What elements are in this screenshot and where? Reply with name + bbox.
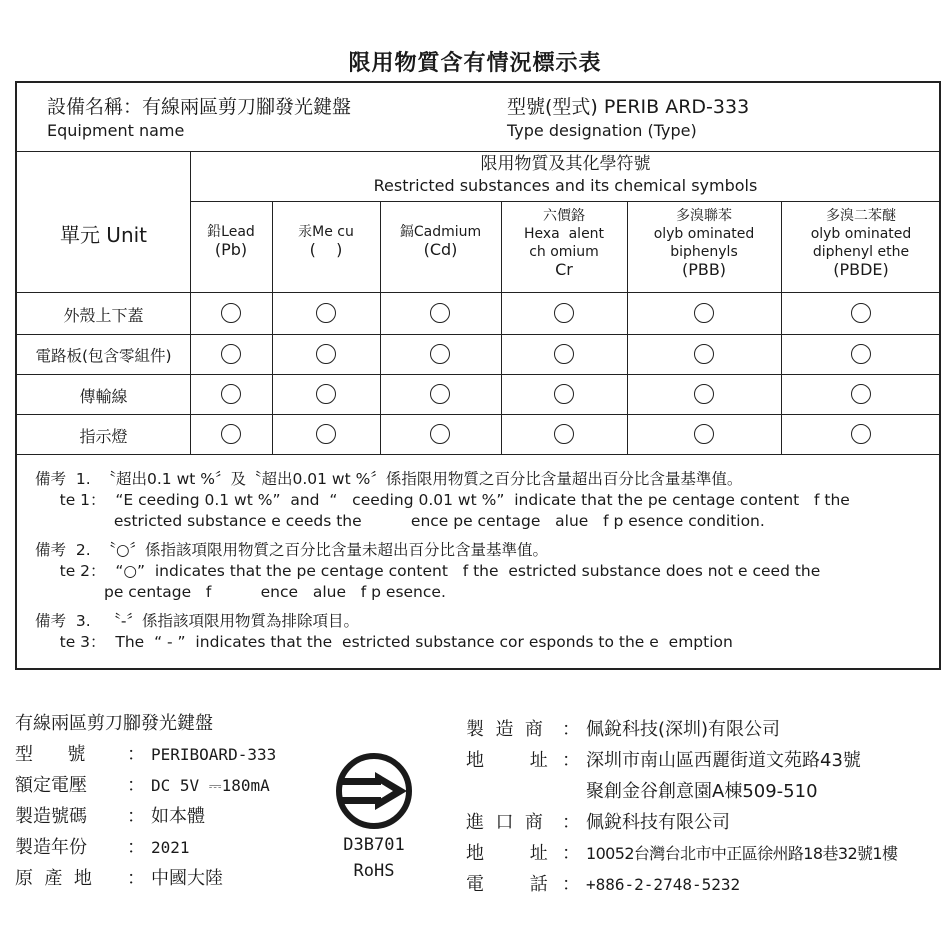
field-label: 電 話	[466, 874, 548, 895]
substance-name-en: olyb ominated	[653, 226, 755, 242]
certification-code: D3B701	[343, 835, 405, 855]
compliance-circle-icon	[316, 344, 336, 364]
compliance-circle-icon	[694, 303, 714, 323]
field-value: 如本體	[151, 806, 205, 827]
compliance-circle-icon	[221, 303, 241, 323]
substance-name: 多溴二苯醚	[826, 208, 896, 224]
compliance-circle-icon	[316, 384, 336, 404]
field-label: 進 口 商	[466, 812, 543, 833]
compliance-circle-icon	[851, 424, 871, 444]
field-value: PERIBOARD-333	[151, 745, 277, 764]
company-info	[466, 714, 897, 900]
substance-header	[627, 207, 781, 279]
field-colon: ：	[562, 843, 580, 864]
substance-name-en: ch omium	[529, 244, 599, 260]
substance-name: 六價鉻	[543, 208, 585, 224]
product-field	[15, 801, 276, 832]
substance-symbol: Cr	[555, 260, 573, 279]
compliance-circle-icon	[316, 424, 336, 444]
substance-name-en: biphenyls	[670, 244, 738, 260]
field-label: 製 造 商	[466, 719, 543, 740]
note-text: 備考 3. 〝-〞係指該項限用物質為排除項目。	[35, 612, 360, 630]
type-designation-sub: Type designation (Type)	[507, 121, 697, 140]
field-value: 佩銳科技(深圳)有限公司	[586, 719, 781, 740]
compliance-circle-icon	[430, 424, 450, 444]
compliance-circle-icon	[430, 384, 450, 404]
field-value: 中國大陸	[151, 868, 223, 889]
table-row-label: 傳輸線	[79, 387, 128, 406]
field-label: 額定電壓	[15, 775, 87, 796]
product-field	[15, 832, 276, 863]
compliance-circle-icon	[554, 303, 574, 323]
type-designation	[507, 95, 749, 143]
compliance-circle-icon	[694, 424, 714, 444]
table-divider	[17, 454, 941, 455]
table-divider	[17, 374, 941, 375]
compliance-circle-icon	[221, 384, 241, 404]
substance-name-en: diphenyl ethe	[812, 244, 910, 260]
rohs-label: RoHS	[353, 861, 395, 881]
table-row-label: 指示燈	[79, 427, 128, 446]
restricted-title: 限用物質及其化學符號	[480, 154, 651, 174]
company-field	[466, 807, 897, 838]
table-divider	[17, 292, 941, 293]
table-divider	[17, 414, 941, 415]
field-label: 製造年份	[15, 837, 87, 858]
product-field	[15, 770, 276, 801]
note-text: 備考 2. 〝○〞係指該項限用物質之百分比含量未超出百分比含量基準值。	[35, 541, 549, 559]
table-row-label: 電路板(包含零組件)	[35, 347, 172, 365]
compliance-circle-icon	[694, 384, 714, 404]
field-colon: ：	[127, 868, 145, 889]
field-colon: ：	[127, 744, 145, 765]
company-field	[466, 869, 897, 900]
equipment-name-label: 設備名稱：有線兩區剪刀腳發光鍵盤	[47, 96, 352, 118]
page-title: 限用物質含有情況標示表	[348, 51, 602, 76]
substance-header	[272, 223, 380, 259]
compliance-circle-icon	[851, 303, 871, 323]
note-2	[35, 540, 935, 603]
note-3	[35, 611, 935, 653]
field-colon: ：	[127, 775, 145, 796]
compliance-circle-icon	[851, 344, 871, 364]
field-colon: ：	[562, 750, 580, 771]
field-value: 2021	[151, 838, 190, 857]
equipment-name	[47, 95, 351, 143]
note-text: estricted substance e ceeds the ence pe centage alue f p esence condition.	[35, 512, 765, 530]
note-text: te 3： The “ - ” indicates that the estricted substance cor esponds to the e emption	[35, 633, 733, 651]
company-field	[466, 776, 897, 807]
substance-header	[501, 207, 627, 279]
compliance-circle-icon	[221, 344, 241, 364]
substance-name-en: Hexa alent	[523, 226, 605, 242]
company-field	[466, 714, 897, 745]
note-text: te 1： “E ceeding 0.1 wt %” and “ ceeding 0.01 wt %” indicate that the pe centage content f the	[35, 491, 850, 509]
company-field	[466, 838, 897, 869]
substance-header	[380, 223, 501, 259]
substance-name-en: olyb ominated	[810, 226, 912, 242]
product-info	[15, 708, 276, 894]
field-value: 佩銳科技有限公司	[586, 812, 730, 833]
product-name: 有線兩區剪刀腳發光鍵盤	[15, 713, 213, 734]
substance-symbol: (PBB)	[681, 260, 727, 279]
field-value: 深圳市南山區西麗街道文苑路43號	[586, 750, 861, 771]
equipment-name-sub: Equipment name	[47, 121, 185, 140]
substance-symbol: (Pb)	[214, 240, 248, 259]
compliance-circle-icon	[430, 303, 450, 323]
field-value: 聚創金谷創意園A棟509-510	[586, 781, 818, 802]
field-colon: ：	[127, 806, 145, 827]
notes	[35, 469, 935, 661]
compliance-circle-icon	[694, 344, 714, 364]
compliance-circle-icon	[316, 303, 336, 323]
bsmi-mark-icon	[335, 752, 413, 830]
field-label: 地 址	[466, 750, 548, 771]
field-label: 原 產 地	[15, 868, 92, 889]
compliance-circle-icon	[554, 424, 574, 444]
certification-mark	[330, 752, 418, 882]
restricted-subtitle: Restricted substances and its chemical symbols	[373, 176, 758, 195]
substance-header	[190, 223, 272, 259]
field-value: DC 5V ⎓180mA	[151, 776, 270, 795]
note-1	[35, 469, 935, 532]
product-field	[15, 863, 276, 894]
table-divider	[190, 201, 941, 202]
field-label	[466, 776, 562, 807]
field-colon: ：	[562, 874, 580, 895]
table-divider	[17, 334, 941, 335]
field-colon: ：	[127, 837, 145, 858]
table-divider	[17, 151, 941, 152]
compliance-circle-icon	[554, 384, 574, 404]
substance-name: 汞Me cu	[298, 224, 354, 240]
compliance-circle-icon	[851, 384, 871, 404]
field-colon: ：	[562, 812, 580, 833]
field-colon	[562, 776, 586, 807]
substance-symbol: (Cd)	[423, 240, 458, 259]
field-value: 10052台灣台北市中正區徐州路18巷32號1樓	[586, 844, 898, 863]
product-field	[15, 739, 276, 770]
substance-name: 鎘Cadmium	[399, 224, 482, 240]
substance-header	[781, 207, 941, 279]
unit-header: 單元 Unit	[59, 223, 148, 247]
restricted-substances-header	[190, 153, 941, 197]
table-row-label: 外殼上下蓋	[63, 306, 144, 325]
note-text: te 2： “○” indicates that the pe centage content f the estricted substance does not e ceed the	[35, 562, 821, 580]
note-text: 備考 1. 〝超出0.1 wt %〞及〝超出0.01 wt %〞係指限用物質之百分比含量超出百分比含量基準值。	[35, 470, 743, 488]
substance-name: 鉛Lead	[207, 224, 255, 240]
compliance-circle-icon	[221, 424, 241, 444]
field-label: 製造號碼	[15, 806, 87, 827]
type-designation-label: 型號(型式) PERIB ARD-333	[507, 96, 750, 118]
substance-table	[15, 81, 941, 670]
note-text: pe centage f ence alue f p esence.	[35, 583, 446, 601]
compliance-circle-icon	[554, 344, 574, 364]
substance-symbol: (PBDE)	[833, 260, 889, 279]
field-colon: ：	[562, 719, 580, 740]
substance-name: 多溴聯苯	[676, 208, 732, 224]
substance-symbol: ( )	[309, 240, 343, 259]
company-field	[466, 745, 897, 776]
field-label: 型 號	[15, 744, 86, 765]
compliance-circle-icon	[430, 344, 450, 364]
field-value: +886-2-2748-5232	[586, 875, 741, 894]
field-label: 地 址	[466, 843, 548, 864]
